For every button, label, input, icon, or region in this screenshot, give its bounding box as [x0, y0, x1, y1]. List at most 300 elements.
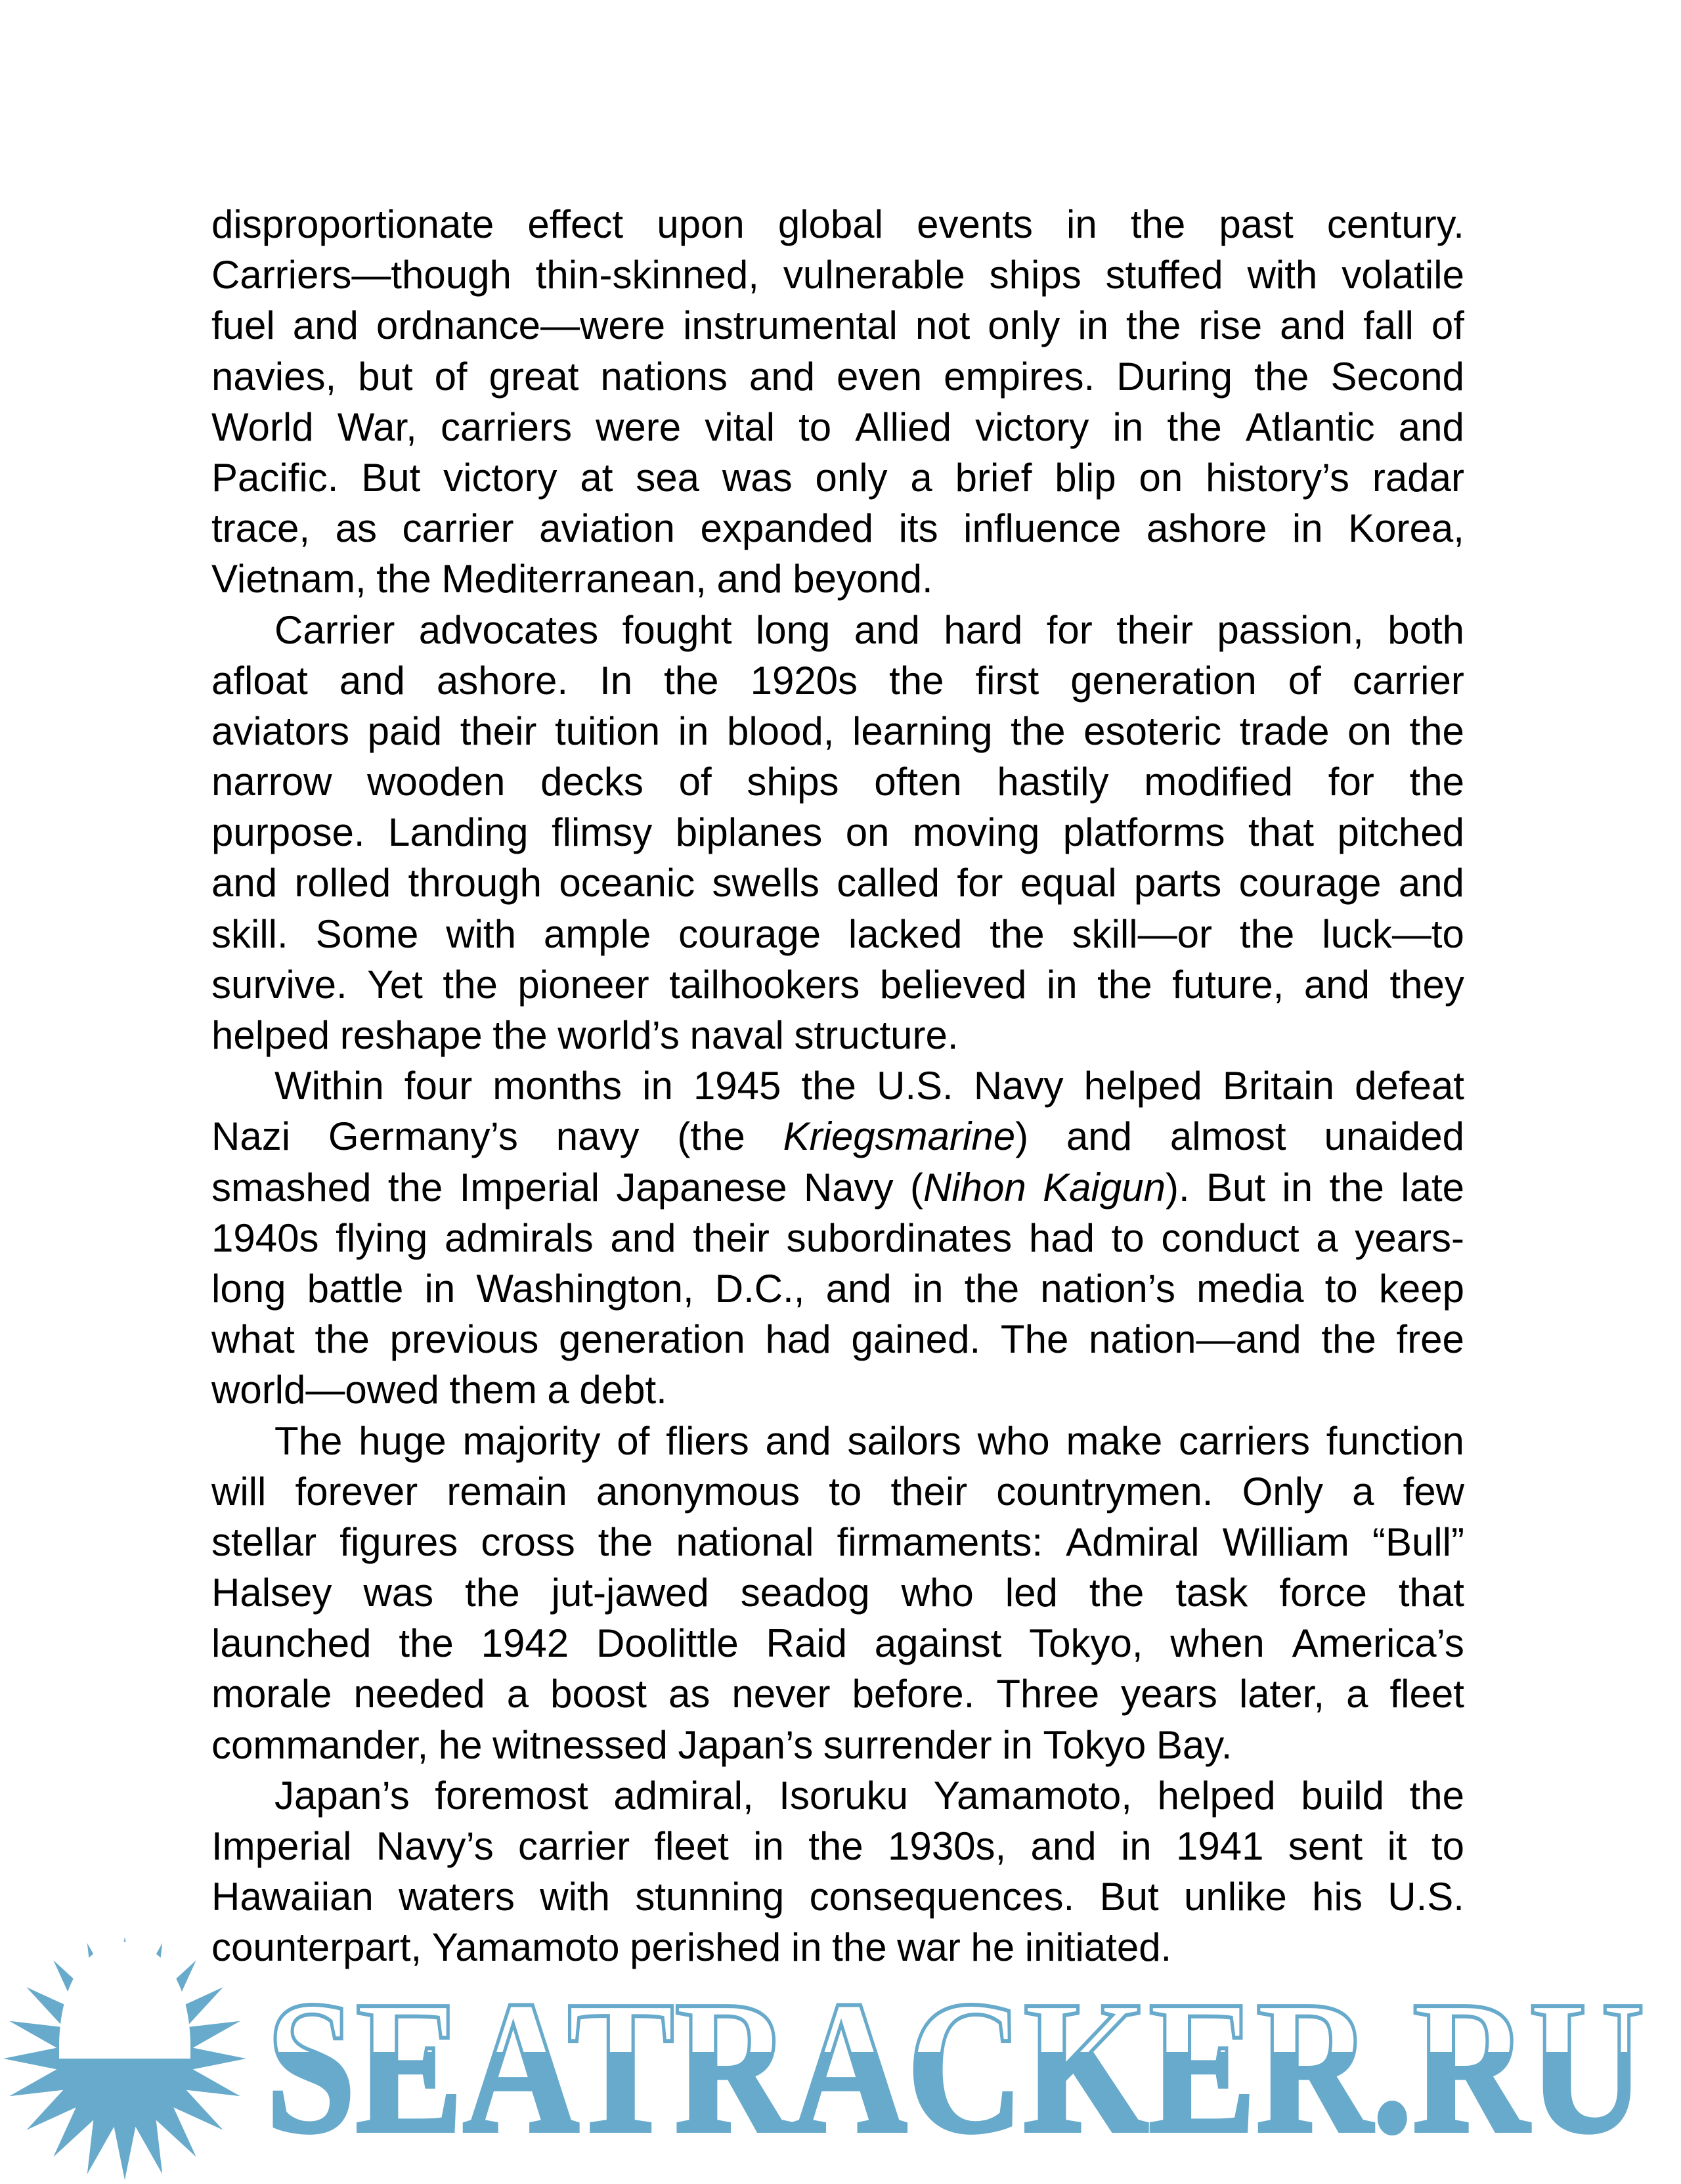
word: gained. [851, 1317, 981, 1362]
word: the [492, 1013, 548, 1057]
word: Tokyo, [1029, 1621, 1143, 1666]
word: ashore [1146, 506, 1267, 551]
text-line-words [211, 706, 1464, 756]
word: and [292, 303, 359, 348]
word: nation’s [1040, 1266, 1175, 1311]
word: had [765, 1317, 831, 1362]
word: passion, [1217, 607, 1364, 652]
word: Only [1242, 1469, 1323, 1514]
word: and [1398, 404, 1464, 449]
word: through [408, 861, 542, 906]
word: counterpart, [211, 1925, 422, 1970]
word: World [211, 404, 314, 449]
word: of [434, 354, 468, 399]
word: Second [1330, 354, 1464, 399]
word: War, [337, 404, 417, 449]
word: in [424, 1266, 456, 1311]
word: the [889, 658, 944, 703]
word: skill—or [1072, 911, 1212, 956]
text-line [211, 1618, 1464, 1669]
word: wooden [367, 760, 506, 804]
word: make [1066, 1418, 1163, 1463]
word: Tokyo [1043, 1722, 1146, 1767]
word: in [1120, 1824, 1152, 1868]
word: navies, [211, 354, 337, 399]
word: the [443, 962, 498, 1007]
word: even [837, 354, 923, 399]
word: in [1292, 506, 1323, 551]
word: on [1139, 455, 1183, 500]
word: national [676, 1519, 814, 1564]
word: Japanese [616, 1165, 787, 1210]
word: Britain [1222, 1064, 1334, 1108]
text-line [211, 909, 1464, 959]
word: the [1130, 202, 1186, 246]
text-line [211, 402, 1464, 452]
word: advocates [418, 607, 599, 652]
word: the [1011, 709, 1066, 753]
text-line-words [211, 1111, 1464, 1162]
word: to [1324, 1266, 1358, 1311]
word: afloat [211, 658, 308, 703]
word: moving [912, 810, 1040, 855]
word: countrymen. [996, 1469, 1213, 1514]
word: 1940s [211, 1215, 319, 1260]
word: thin-skinned, [535, 253, 759, 297]
word: Allied [855, 404, 951, 449]
word: firmaments: [837, 1519, 1043, 1564]
word: U.S. [877, 1064, 953, 1108]
text-line-words [274, 1770, 1464, 1821]
word: global [777, 202, 883, 246]
word: hastily [997, 760, 1109, 804]
word: trade [1239, 709, 1330, 753]
word: commander, [211, 1722, 429, 1767]
word: as [668, 1672, 710, 1716]
word: battle [307, 1266, 404, 1311]
word: expanded [700, 506, 874, 551]
word: lacked [848, 911, 963, 956]
text-line [211, 1517, 1464, 1567]
text-line [211, 199, 1464, 250]
word: But [1099, 1875, 1159, 1919]
word: often [874, 760, 962, 804]
text-line-words [211, 351, 1464, 402]
word: the [598, 1519, 653, 1564]
word: years [1121, 1672, 1217, 1716]
word: was [363, 1571, 434, 1615]
word: in [912, 1266, 944, 1311]
word: (Nihon [910, 1165, 1026, 1210]
text-line [211, 756, 1464, 807]
word: the [1089, 1571, 1145, 1615]
word: of [617, 1418, 650, 1463]
word: trace, [211, 506, 311, 551]
word: The [274, 1418, 343, 1463]
word: unlike [1184, 1875, 1287, 1919]
word: Kaigun). [1043, 1165, 1190, 1210]
text-line [211, 858, 1464, 908]
word: Imperial [211, 1824, 352, 1868]
word: task [1175, 1571, 1248, 1615]
text-line [211, 706, 1464, 756]
word: “Bull” [1372, 1519, 1464, 1564]
word: Some [315, 911, 419, 956]
word: esoteric [1083, 709, 1222, 753]
word: in [1066, 202, 1097, 246]
text-line-words [211, 1466, 1464, 1517]
word: fall [1363, 303, 1414, 348]
word: Pacific. [211, 455, 339, 500]
word: that [1248, 810, 1315, 855]
text-line [211, 1466, 1464, 1517]
word: pioneer [517, 962, 649, 1007]
word: Hawaiian [211, 1875, 374, 1919]
text-line [211, 1567, 1464, 1618]
word: oceanic [559, 861, 695, 906]
text-line-words [211, 959, 1464, 1010]
text-line-words [211, 1010, 1464, 1060]
word: decks [540, 760, 644, 804]
word: the [964, 1266, 1020, 1311]
word: biplanes [675, 810, 823, 855]
word: upon [657, 202, 745, 246]
word: aviators [211, 709, 350, 753]
word: what [211, 1317, 295, 1362]
word: subordinates [786, 1215, 1013, 1260]
watermark-text: SEATRACKER.RU [266, 1961, 1645, 2172]
text-line [211, 1720, 1464, 1770]
word: Japan’s [274, 1773, 410, 1818]
word: for [1046, 607, 1093, 652]
word: survive. [211, 962, 347, 1007]
text-line [211, 1871, 1464, 1922]
text-line [211, 1010, 1464, 1060]
text-line-words [211, 655, 1464, 706]
word: with [446, 911, 516, 956]
word: a [547, 1368, 569, 1412]
word: launched [211, 1621, 372, 1666]
word: the [1126, 303, 1181, 348]
text-line [211, 1111, 1464, 1162]
text-line-words [211, 807, 1464, 858]
word: helped [1157, 1773, 1276, 1818]
word: waters [399, 1875, 515, 1919]
word: swells [712, 861, 819, 906]
word: consequences. [809, 1875, 1075, 1919]
word: courage [678, 911, 821, 956]
word: but [358, 354, 413, 399]
text-line [211, 1365, 1464, 1415]
word: it [1387, 1824, 1407, 1868]
word: flying [336, 1215, 428, 1260]
word: blip [1055, 455, 1116, 500]
word: platforms [1062, 810, 1225, 855]
text-line [211, 1060, 1464, 1111]
word: But [361, 455, 421, 500]
word: will [211, 1469, 267, 1514]
word: (the [677, 1114, 745, 1159]
word: anonymous [596, 1469, 800, 1514]
word: nations [600, 354, 728, 399]
word: helped [211, 1013, 330, 1057]
text-line [211, 1821, 1464, 1871]
word: with [540, 1875, 610, 1919]
word: in [753, 1824, 784, 1868]
word: purpose. [211, 810, 365, 855]
text-line-words [211, 554, 1464, 604]
word: skill. [211, 911, 288, 956]
word: 1941 [1175, 1824, 1264, 1868]
word: Nazi [211, 1114, 291, 1159]
word: future, [1172, 962, 1284, 1007]
word: generation [559, 1317, 745, 1362]
word: luck—to [1322, 911, 1464, 956]
word: stellar [211, 1519, 317, 1564]
word: huge [359, 1418, 447, 1463]
word: the [1321, 1317, 1376, 1362]
word: in [1112, 404, 1144, 449]
word: stuffed [1105, 253, 1223, 297]
text-line-words [211, 858, 1464, 908]
text-line [211, 300, 1464, 351]
word: fleet [654, 1824, 729, 1868]
word: parts [1133, 861, 1222, 906]
word: fuel [211, 303, 275, 348]
word: Japan’s [678, 1722, 814, 1767]
word: the [990, 911, 1045, 956]
word: radar [1372, 455, 1464, 500]
word: Admiral [1066, 1519, 1200, 1564]
word: Isoruku [779, 1773, 909, 1818]
word: Kriegsmarine) [783, 1114, 1029, 1159]
word: victory [443, 455, 557, 500]
word: majority [462, 1418, 601, 1463]
word: William [1222, 1519, 1349, 1564]
word: to [798, 404, 832, 449]
word: in [678, 709, 709, 753]
word: the [1097, 962, 1152, 1007]
word: In [600, 658, 633, 703]
word: effect [527, 202, 624, 246]
text-line-words [211, 1567, 1464, 1618]
text-line-words [274, 1416, 1464, 1466]
word: ashore. [436, 658, 569, 703]
text-line [211, 250, 1464, 300]
text-line-words [274, 1060, 1464, 1111]
word: and [716, 557, 783, 601]
word: surrender [823, 1722, 992, 1767]
word: the [1167, 404, 1222, 449]
word: volatile [1342, 253, 1464, 297]
word: Navy’s [376, 1824, 494, 1868]
body-text [211, 199, 1464, 1973]
word: Atlantic [1245, 404, 1375, 449]
word: on [845, 810, 890, 855]
word: and [211, 861, 278, 906]
word: century. [1326, 202, 1464, 246]
word: morale [211, 1672, 332, 1716]
word: disproportionate [211, 202, 494, 246]
word: both [1387, 607, 1464, 652]
word: the [1409, 709, 1464, 753]
word: and [339, 658, 405, 703]
text-line-words [211, 300, 1464, 351]
word: the [1409, 1773, 1464, 1818]
word: the [1239, 911, 1295, 956]
word: Raid [766, 1621, 847, 1666]
word: witnessed [492, 1722, 668, 1767]
word: victory [975, 404, 1089, 449]
word: 1920s [750, 658, 858, 703]
word: 1942 [481, 1621, 569, 1666]
text-line [211, 452, 1464, 503]
text-line [211, 1162, 1464, 1213]
word: vital [705, 404, 775, 449]
word: generation [1070, 658, 1257, 703]
word: in [1078, 303, 1109, 348]
word: and [1398, 861, 1464, 906]
word: the [808, 1824, 863, 1868]
word: four [404, 1064, 473, 1108]
word: their [693, 1215, 770, 1260]
text-line-words [211, 1669, 1464, 1719]
text-line [211, 655, 1464, 706]
word: D.C., [714, 1266, 805, 1311]
word: the [1329, 1165, 1384, 1210]
word: Mediterranean, [441, 557, 707, 601]
text-line-words [211, 1162, 1464, 1213]
word: carriers [1178, 1418, 1310, 1463]
text-line-words [211, 1365, 1464, 1415]
word: structure. [794, 1013, 959, 1057]
text-line-words [211, 756, 1464, 807]
word: the [1254, 354, 1309, 399]
word: equal [1020, 861, 1117, 906]
text-line [211, 1263, 1464, 1314]
word: free [1396, 1317, 1464, 1362]
word: build [1301, 1773, 1385, 1818]
word: and [610, 1215, 676, 1260]
word: forever [295, 1469, 418, 1514]
word: brief [955, 455, 1032, 500]
word: Vietnam, [211, 557, 366, 601]
word: months [492, 1064, 622, 1108]
word: Yet [367, 962, 423, 1007]
word: needed [353, 1672, 485, 1716]
word: were [596, 404, 682, 449]
word: Washington, [476, 1266, 694, 1311]
word: his [1312, 1875, 1363, 1919]
word: figures [339, 1519, 458, 1564]
word: a [1346, 1672, 1368, 1716]
text-line-words [211, 199, 1464, 250]
word: years- [1355, 1215, 1464, 1260]
word: Landing [387, 810, 529, 855]
word: history’s [1206, 455, 1350, 500]
word: in [791, 1925, 822, 1970]
text-line [211, 807, 1464, 858]
word: fleet [1389, 1672, 1464, 1716]
word: Imperial [459, 1165, 600, 1210]
word: on [1347, 709, 1391, 753]
word: not [915, 303, 971, 348]
word: boost [550, 1672, 647, 1716]
word: admirals [444, 1215, 594, 1260]
word: tuition [554, 709, 661, 753]
word: later, [1238, 1672, 1325, 1716]
word: unaided [1324, 1114, 1464, 1159]
text-line-words [211, 1263, 1464, 1314]
word: keep [1378, 1266, 1464, 1311]
word: only [815, 455, 888, 500]
word: for [1328, 760, 1374, 804]
word: the [399, 1621, 454, 1666]
word: a [506, 1672, 529, 1716]
word: The [1000, 1317, 1069, 1362]
word: perished [630, 1925, 781, 1970]
word: fought [622, 607, 732, 652]
word: a [1352, 1469, 1374, 1514]
word: influence [963, 506, 1122, 551]
text-line [211, 1314, 1464, 1365]
word: carriers [440, 404, 572, 449]
word: Carriers—though [211, 253, 512, 297]
word: a [1316, 1215, 1338, 1260]
word: in [1282, 1165, 1313, 1210]
word: the [376, 557, 431, 601]
word: to [1431, 1824, 1464, 1868]
word: Doolittle [596, 1621, 739, 1666]
word: and [765, 1418, 831, 1463]
word: blood, [726, 709, 835, 753]
word: narrow [211, 760, 332, 804]
text-line [211, 554, 1464, 604]
word: hard [944, 607, 1023, 652]
word: U.S. [1387, 1875, 1464, 1919]
word: the [801, 1064, 856, 1108]
word: force [1279, 1571, 1367, 1615]
word: and [1303, 962, 1370, 1007]
word: long [211, 1266, 286, 1311]
word: had [1028, 1215, 1095, 1260]
word: debt. [579, 1368, 667, 1412]
word: defeat [1355, 1064, 1464, 1108]
word: before. [852, 1672, 975, 1716]
word: aviation [539, 506, 675, 551]
text-line [211, 959, 1464, 1010]
word: never [731, 1672, 831, 1716]
text-line [211, 605, 1464, 655]
word: nation—and [1089, 1317, 1301, 1362]
word: Halsey [211, 1571, 332, 1615]
word: and [1280, 303, 1346, 348]
word: reshape [339, 1013, 483, 1057]
word: initiated. [1024, 1925, 1172, 1970]
word: great [489, 354, 579, 399]
word: ordnance—were [376, 303, 666, 348]
word: modified [1144, 760, 1294, 804]
word: Yamamoto [431, 1925, 620, 1970]
word: the [1409, 760, 1464, 804]
word: But [1206, 1165, 1266, 1210]
text-line [211, 1669, 1464, 1719]
word: against [874, 1621, 1002, 1666]
word: instrumental [683, 303, 898, 348]
text-line-words [211, 1213, 1464, 1263]
word: ample [543, 911, 651, 956]
text-line [211, 1213, 1464, 1263]
